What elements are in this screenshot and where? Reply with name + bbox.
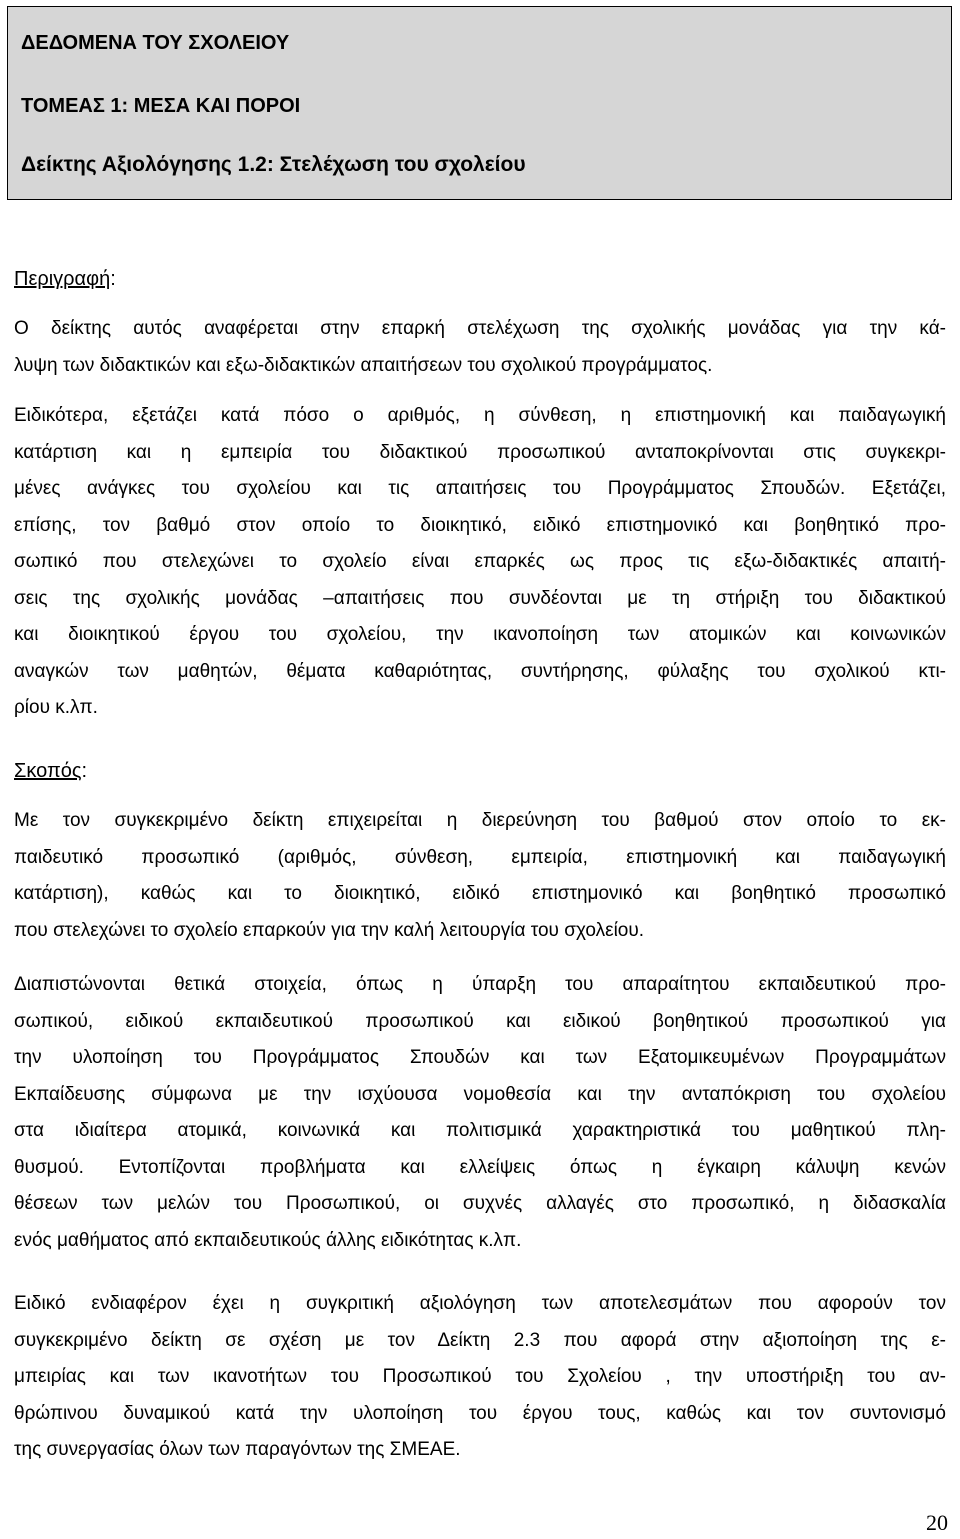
text-line: που στελεχώνει το σχολείο επαρκούν για την καλή λειτουργία του σχολείου. xyxy=(14,919,645,941)
text-line: στα ιδιαίτερα ατομικά, κοινωνικά και πολιτισμικά χαρακτηριστικά του μαθητικού πλη- xyxy=(14,1120,946,1141)
text-line: της συνεργασίας όλων των παραγόντων της ΣΜΕΑΕ. xyxy=(14,1439,461,1460)
text-line: επίσης, τον βαθμό στον οποίο το διοικητικό, ειδικό επιστημονικό και βοηθητικό προ- xyxy=(14,514,946,536)
purpose-paragraph-1 xyxy=(14,803,946,949)
text-line: συγκεκριμένο δείκτη σε σχέση με τον Δείκτη 2.3 που αφορά στην αξιοποίηση της ε- xyxy=(14,1329,946,1351)
text-line: μπειρίας και των ικανοτήτων του Προσωπικού του Σχολείου , την υποστήριξη του αν- xyxy=(14,1366,946,1387)
purpose-title: Σκοπός: xyxy=(14,760,88,782)
text-line: Ειδικότερα, εξετάζει κατά πόσο ο αριθμός, η σύνθεση, η επιστημονική και παιδαγωγική xyxy=(14,405,946,426)
text-line: σεις της σχολικής μονάδας –απαιτήσεις που συνδέονται με τη στήριξη του διδακτικού xyxy=(14,587,946,609)
text-line: θυσμού. Εντοπίζονται προβλήματα και ελλείψεις όπως η έγκαιρη κάλυψη κενών xyxy=(14,1156,946,1178)
text-line: σωπικού, ειδικού εκπαιδευτικού προσωπικού και ειδικού βοηθητικού προσωπικού για xyxy=(14,1010,946,1032)
purpose-paragraph-3 xyxy=(14,1286,946,1469)
text-line: Εκπαίδευσης σύμφωνα με την ισχύουσα νομοθεσία και την ανταπόκριση του σχολείου xyxy=(14,1083,946,1105)
page-number: 20 xyxy=(926,1510,948,1535)
text-line: Διαπιστώνονται θετικά στοιχεία, όπως η ύπαρξη του απαραίτητου εκπαιδευτικού προ- xyxy=(14,974,946,995)
text-line: κατάρτιση), καθώς και το διοικητικό, ειδικό επιστημονικό και βοηθητικό προσωπικό xyxy=(14,883,946,904)
text-line: θέσεων των μελών του Προσωπικού, οι συχνές αλλαγές στο προσωπικό, η διδασκαλία xyxy=(14,1193,946,1214)
description-paragraph-1 xyxy=(14,311,946,384)
description-title: Περιγραφή: xyxy=(14,268,116,290)
text-line: την υλοποίηση του Προγράμματος Σπουδών και των Εξατομικευμένων Προγραμμάτων xyxy=(14,1047,946,1068)
description-paragraph-2 xyxy=(14,398,946,727)
text-line: και διοικητικού έργου του σχολείου, την ικανοποίηση των ατομικών και κοινωνικών xyxy=(14,624,946,645)
text-line: θρώπινου δυναμικού κατά την υλοποίηση του έργου τους, καθώς και τον συντονισμό xyxy=(14,1402,946,1424)
header-indicator: Δείκτης Αξιολόγησης 1.2: Στελέχωση του σχολείου xyxy=(21,153,526,176)
header-box xyxy=(7,6,952,200)
purpose-paragraph-2 xyxy=(14,967,946,1259)
text-line: κατάρτιση και η εμπειρία του διδακτικού προσωπικού ανταποκρίνονται στις συγκεκρι- xyxy=(14,441,946,463)
header-title: ΔΕΔΟΜΕΝΑ ΤΟΥ ΣΧΟΛΕΙΟΥ xyxy=(21,32,290,54)
text-line: μένες ανάγκες του σχολείου και τις απαιτήσεις του Προγράμματος Σπουδών. Εξετάζει, xyxy=(14,478,946,499)
text-line: αναγκών των μαθητών, θέματα καθαριότητας, συντήρησης, φύλαξης του σχολικού κτι- xyxy=(14,660,946,682)
text-line: Ειδικό ενδιαφέρον έχει η συγκριτική αξιολόγηση των αποτελεσμάτων που αφορούν τον xyxy=(14,1293,946,1314)
text-line: ρίου κ.λπ. xyxy=(14,697,98,718)
text-line: Με τον συγκεκριμένο δείκτη επιχειρείται η διερεύνηση του βαθμού στον οποίο το εκ- xyxy=(14,810,946,831)
text-line: Ο δείκτης αυτός αναφέρεται στην επαρκή στελέχωση της σχολικής μονάδας για την κά- xyxy=(14,318,946,339)
text-line: παιδευτικό προσωπικό (αριθμός, σύνθεση, εμπειρία, επιστημονική και παιδαγωγική xyxy=(14,846,946,868)
header-section: ΤΟΜΕΑΣ 1: ΜΕΣΑ ΚΑΙ ΠΟΡΟΙ xyxy=(21,95,301,117)
text-line: ενός μαθήματος από εκπαιδευτικούς άλλης ειδικότητας κ.λπ. xyxy=(14,1229,522,1251)
text-line: λυψη των διδακτικών και εξω-διδακτικών απαιτήσεων του σχολικού προγράμματος. xyxy=(14,354,713,376)
text-line: σωπικό που στελεχώνει το σχολείο είναι επαρκές ως προς τις εξω-διδακτικές απαιτή- xyxy=(14,551,946,572)
